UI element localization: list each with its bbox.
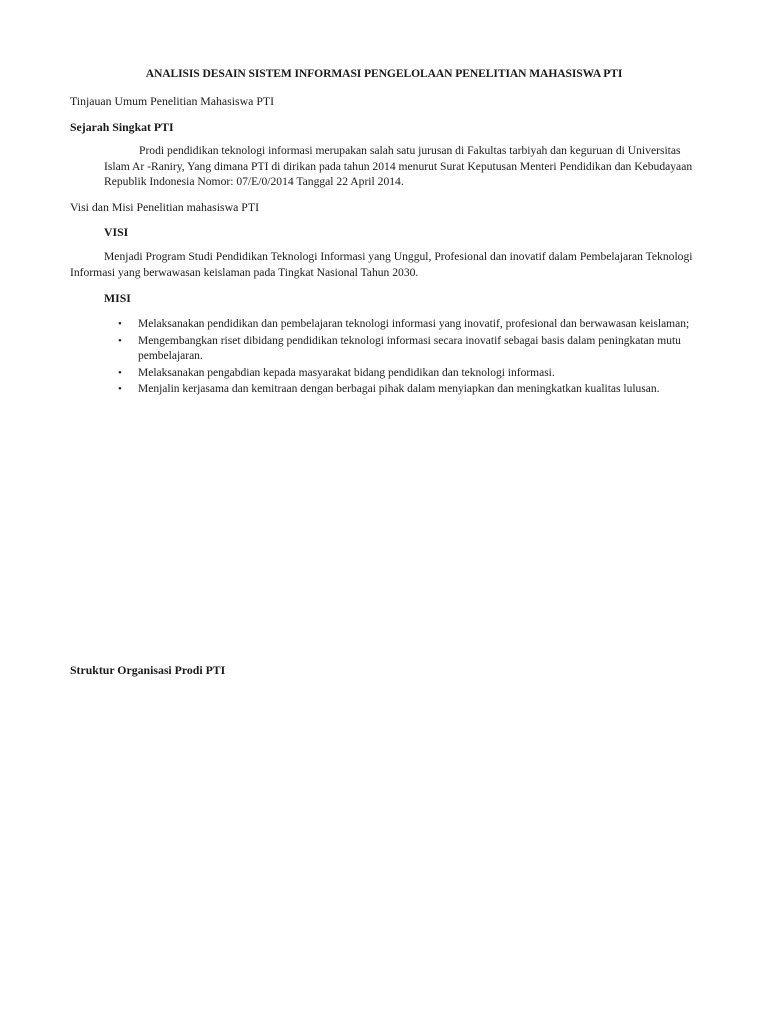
overview-heading: Tinjauan Umum Penelitian Mahasiswa PTI bbox=[70, 94, 275, 108]
mission-heading: MISI bbox=[104, 291, 131, 305]
history-heading: Sejarah Singkat PTI bbox=[70, 120, 174, 134]
vision-mission-heading: Visi dan Misi Penelitian mahasiswa PTI bbox=[70, 200, 260, 214]
document-title: ANALISIS DESAIN SISTEM INFORMASI PENGELOLAAN PENELITIAN MAHASISWA PTI bbox=[145, 67, 623, 80]
mission-item-text: Melaksanakan pengabdian kepada masyarakat bidang pendidikan dan teknologi informasi. bbox=[138, 366, 555, 379]
history-line: Republik Indonesia Nomor: 07/E/0/2014 Tanggal 22 April 2014. bbox=[104, 175, 404, 188]
mission-item bbox=[118, 366, 706, 381]
vision-paragraph bbox=[70, 249, 710, 280]
history-line: Islam Ar -Raniry, Yang dimana PTI di dirikan pada tahun 2014 menurut Surat Keputusan Menteri Pendidikan dan Kebudayaan bbox=[104, 159, 693, 173]
mission-item-text: Melaksanakan pendidikan dan pembelajaran teknologi informasi yang inovatif, profesional dan berwawasan keislaman; bbox=[138, 318, 690, 330]
bullet-icon: • bbox=[118, 366, 122, 379]
mission-list bbox=[118, 317, 706, 399]
mission-item-text: Mengembangkan riset dibidang pendidikan teknologi informasi secara inovatif sebagai basis dalam peningkatan mutu pembelajaran. bbox=[138, 334, 681, 362]
bullet-icon: • bbox=[118, 334, 122, 347]
history-paragraph bbox=[104, 143, 714, 190]
vision-line: Informasi yang berwawasan keislaman pada Tingkat Nasional Tahun 2030. bbox=[70, 265, 419, 279]
vision-line: Menjadi Program Studi Pendidikan Teknologi Informasi yang Unggul, Profesional dan inovatif dalam Pembelajaran Teknologi bbox=[104, 250, 693, 263]
vision-heading: VISI bbox=[104, 225, 129, 239]
bullet-icon: • bbox=[118, 383, 122, 396]
history-line: Prodi pendidikan teknologi informasi merupakan salah satu jurusan di Fakultas tarbiyah dan keguruan di Universitas bbox=[139, 144, 681, 157]
mission-item bbox=[118, 334, 706, 364]
structure-heading: Struktur Organisasi Prodi PTI bbox=[70, 663, 226, 677]
mission-item-text: Menjalin kerjasama dan kemitraan dengan berbagai pihak dalam menyiapkan dan meningkatkan kualitas lulusan. bbox=[138, 383, 660, 396]
bullet-icon: • bbox=[118, 318, 122, 330]
mission-item bbox=[118, 317, 706, 332]
mission-item bbox=[118, 382, 706, 397]
